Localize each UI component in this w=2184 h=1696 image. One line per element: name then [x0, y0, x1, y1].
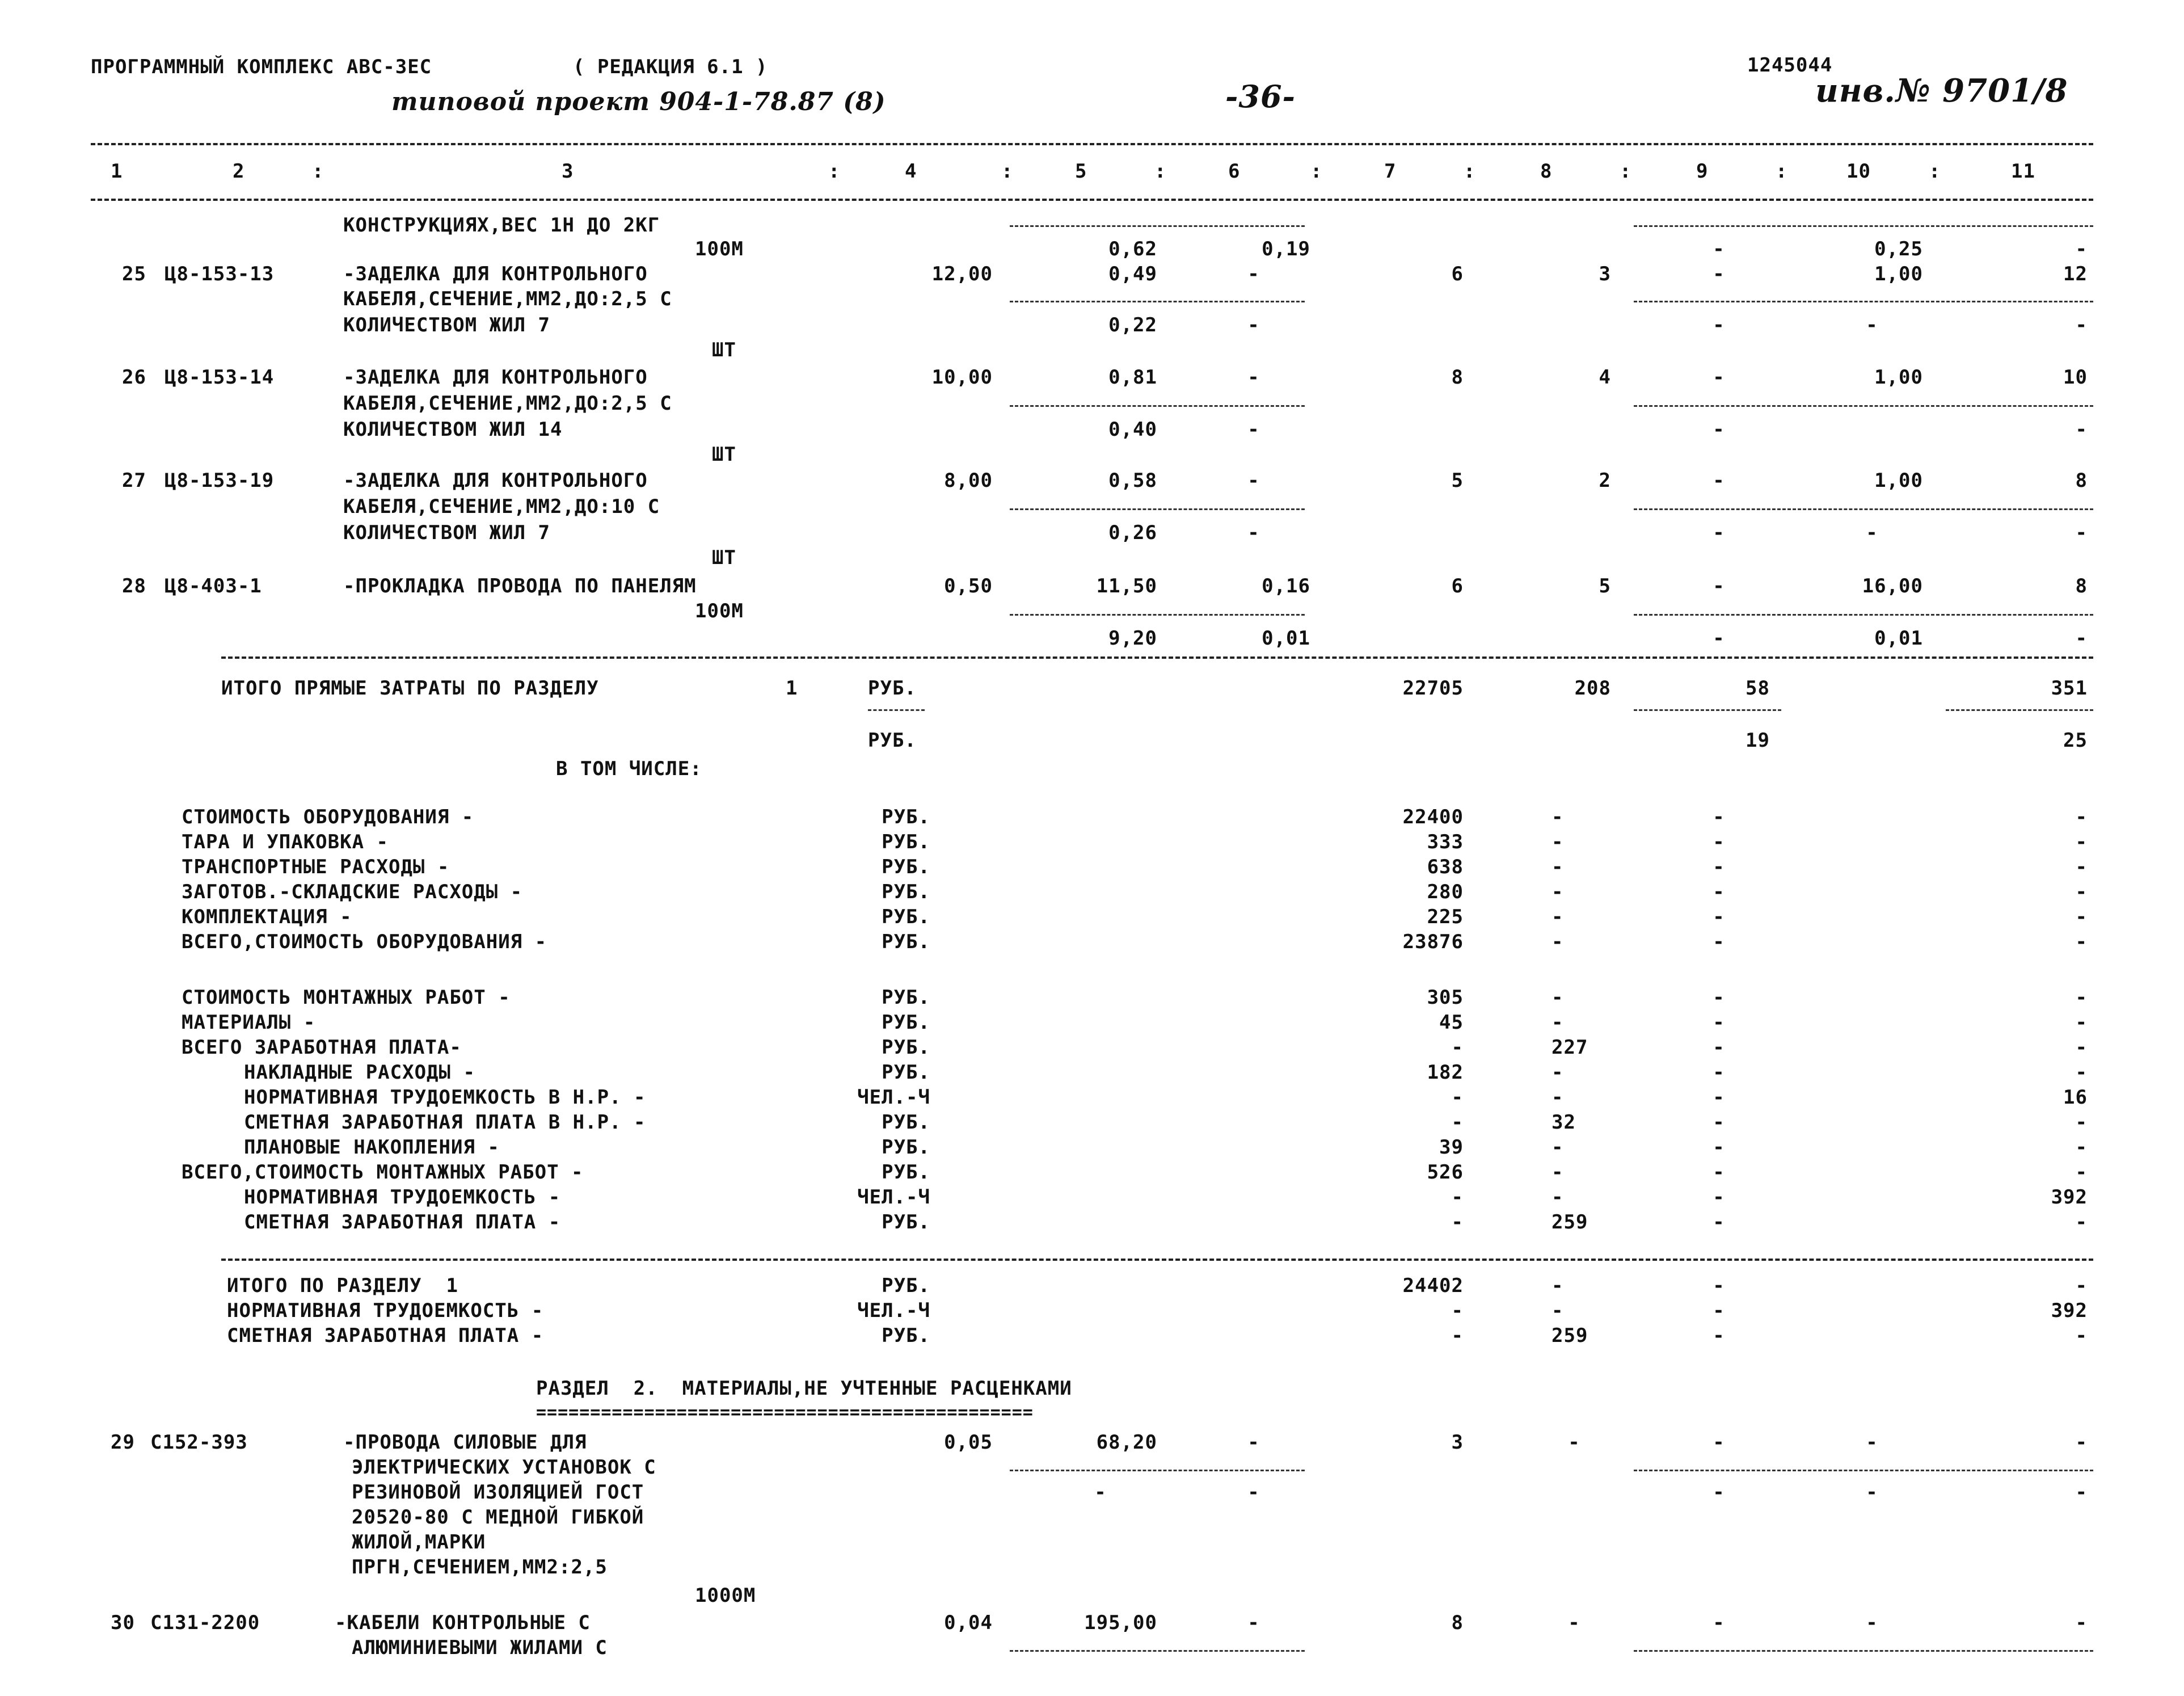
row-description: -ЗАДЕЛКА ДЛЯ КОНТРОЛЬНОГО — [343, 469, 648, 492]
cell-c4: 0,04 — [944, 1611, 993, 1634]
cell-c11: - — [2075, 1136, 2088, 1159]
summary-unit: РУБ. — [882, 1324, 930, 1347]
summary-label: НОРМАТИВНАЯ ТРУДОЕМКОСТЬ - — [227, 1299, 544, 1322]
cell-c9: - — [1713, 1211, 1725, 1234]
page-number: -36- — [1225, 78, 1296, 115]
section-rule — [221, 656, 2093, 659]
col-sep: : — [1776, 160, 1788, 183]
summary-label: ВСЕГО,СТОИМОСТЬ МОНТАЖНЫХ РАБОТ - — [182, 1161, 584, 1184]
summary-unit: ЧЕЛ.-Ч — [857, 1086, 930, 1109]
cell-c7: 638 — [1427, 856, 1464, 878]
cell-c10: - — [1866, 1481, 1878, 1504]
summary-unit: РУБ. — [882, 986, 930, 1009]
cell-c11: - — [2075, 627, 2088, 650]
cell-c10: - — [1866, 1611, 1878, 1634]
cell-c11: - — [2075, 986, 2088, 1009]
cell-c7: - — [1451, 1086, 1464, 1109]
summary-label: ЗАГОТОВ.-СКЛАДСКИЕ РАСХОДЫ - — [182, 881, 523, 903]
row-description: -ЗАДЕЛКА ДЛЯ КОНТРОЛЬНОГО — [343, 366, 648, 389]
row-description: ЭЛЕКТРИЧЕСКИХ УСТАНОВОК С — [352, 1456, 656, 1479]
col-2: 2 — [233, 160, 245, 183]
document-code: 1245044 — [1747, 54, 1833, 77]
cell-c5: 195,00 — [1084, 1611, 1157, 1634]
cell-c9: - — [1713, 831, 1725, 853]
cell-c11: 12 — [2063, 263, 2088, 285]
col-8: 8 — [1540, 160, 1553, 183]
cell-c7: 305 — [1427, 986, 1464, 1009]
cell-c4: 12,00 — [931, 263, 993, 285]
cell-c8: - — [1551, 1011, 1564, 1034]
cell-c7: 8 — [1451, 1611, 1464, 1634]
row-unit: 100М — [695, 600, 744, 622]
col-10: 10 — [1846, 160, 1871, 183]
cell-c6: - — [1247, 469, 1260, 492]
cell-c8: - — [1551, 1136, 1564, 1159]
cell-c11: 8 — [2075, 469, 2088, 492]
summary-label: ТРАНСПОРТНЫЕ РАСХОДЫ - — [182, 856, 450, 878]
cell-c6: 0,01 — [1262, 627, 1310, 650]
cell-c9: - — [1713, 418, 1725, 441]
cell-c7: 280 — [1427, 881, 1464, 903]
cell-c9: 58 — [1745, 677, 1770, 700]
row-description: КОНСТРУКЦИЯХ,ВЕС 1Н ДО 2КГ — [343, 214, 660, 237]
summary-label: СТОИМОСТЬ ОБОРУДОВАНИЯ - — [182, 806, 474, 828]
col-5: 5 — [1075, 160, 1087, 183]
row-description: -ЗАДЕЛКА ДЛЯ КОНТРОЛЬНОГО — [343, 263, 648, 285]
summary-unit: РУБ. — [882, 831, 930, 853]
col-sep: : — [1310, 160, 1323, 183]
cell-c11: - — [2075, 1611, 2088, 1634]
cell-c9: - — [1713, 1274, 1725, 1297]
cell-c11: - — [2075, 1324, 2088, 1347]
cell-c9: - — [1713, 1299, 1725, 1322]
summary-label: СТОИМОСТЬ МОНТАЖНЫХ РАБОТ - — [182, 986, 511, 1009]
cell-c9: - — [1713, 314, 1725, 336]
row-divider — [1010, 508, 1305, 510]
cell-c5: 0,40 — [1108, 418, 1157, 441]
cell-c7: 333 — [1427, 831, 1464, 853]
cell-c8: 2 — [1599, 469, 1611, 492]
cell-c10: 1,00 — [1874, 366, 1923, 389]
row-number: 28 — [122, 575, 146, 597]
cell-c9: - — [1713, 1136, 1725, 1159]
cell-c10: - — [1866, 521, 1878, 544]
col-1: 1 — [111, 160, 123, 183]
cell-c10: 16,00 — [1862, 575, 1923, 597]
cell-c8: 208 — [1574, 677, 1611, 700]
total-unit: РУБ. — [868, 729, 917, 752]
col-11: 11 — [2011, 160, 2035, 183]
row-description: -ПРОКЛАДКА ПРОВОДА ПО ПАНЕЛЯМ — [343, 575, 697, 597]
cell-c5: 0,26 — [1108, 521, 1157, 544]
row-description: ПРГН,СЕЧЕНИЕМ,ММ2:2,5 — [352, 1556, 608, 1579]
total-section-number: 1 — [786, 677, 798, 700]
cell-c9: - — [1713, 1481, 1725, 1504]
row-code: С131-2200 — [150, 1611, 260, 1634]
summary-label: ТАРА И УПАКОВКА - — [182, 831, 389, 853]
row-divider — [1634, 225, 2093, 227]
cell-c7: 182 — [1427, 1061, 1464, 1084]
cell-c11: - — [2075, 806, 2088, 828]
col-4: 4 — [905, 160, 917, 183]
cell-c11: - — [2075, 1111, 2088, 1134]
cell-c7: 8 — [1451, 366, 1464, 389]
row-divider — [1010, 614, 1305, 616]
cell-c9: - — [1713, 1036, 1725, 1059]
cell-c8: - — [1551, 856, 1564, 878]
cell-c5: - — [1094, 1481, 1107, 1504]
cell-c6: - — [1247, 366, 1260, 389]
cell-c7: 526 — [1427, 1161, 1464, 1184]
summary-label: МАТЕРИАЛЫ - — [182, 1011, 316, 1034]
total-unit: РУБ. — [868, 677, 917, 700]
cell-c4: 0,05 — [944, 1431, 993, 1454]
row-unit: ШТ — [712, 546, 736, 569]
cell-c6: - — [1247, 1431, 1260, 1454]
col-sep: : — [828, 160, 841, 183]
cell-c9: - — [1713, 1161, 1725, 1184]
row-divider — [1634, 1470, 2093, 1471]
cell-c9: - — [1713, 1186, 1725, 1209]
cell-c9: - — [1713, 906, 1725, 928]
cell-c7: 6 — [1451, 575, 1464, 597]
cell-c8: 259 — [1551, 1324, 1588, 1347]
row-description: КАБЕЛЯ,СЕЧЕНИЕ,ММ2,ДО:10 С — [343, 495, 660, 518]
cell-c8: - — [1551, 831, 1564, 853]
cell-c11: - — [2075, 314, 2088, 336]
cell-c6: 0,19 — [1262, 238, 1310, 260]
total-label: ИТОГО ПРЯМЫЕ ЗАТРАТЫ ПО РАЗДЕЛУ — [221, 677, 599, 700]
row-divider — [1010, 301, 1305, 302]
cell-c8: - — [1568, 1611, 1580, 1634]
summary-label: СМЕТНАЯ ЗАРАБОТНАЯ ПЛАТА - — [227, 1324, 544, 1347]
cell-c4: 0,50 — [944, 575, 993, 597]
row-divider — [1010, 1650, 1305, 1652]
summary-unit: РУБ. — [882, 856, 930, 878]
cell-c9: - — [1713, 366, 1725, 389]
cell-c10: 0,25 — [1874, 238, 1923, 260]
row-divider — [1010, 405, 1305, 407]
row-number: 29 — [111, 1431, 135, 1454]
cell-c6: - — [1247, 1481, 1260, 1504]
row-number: 26 — [122, 366, 146, 389]
cell-c8: - — [1551, 1161, 1564, 1184]
row-unit: 1000М — [695, 1584, 756, 1607]
cell-c11: - — [2075, 856, 2088, 878]
cell-c6: - — [1247, 521, 1260, 544]
row-description: АЛЮМИНИЕВЫМИ ЖИЛАМИ С — [352, 1636, 608, 1659]
cell-c9: - — [1713, 238, 1725, 260]
row-number: 30 — [111, 1611, 135, 1634]
cell-c11: 10 — [2063, 366, 2088, 389]
cell-c11: - — [2075, 1481, 2088, 1504]
cell-c11: - — [2075, 521, 2088, 544]
col-3: 3 — [562, 160, 574, 183]
summary-label: ИТОГО ПО РАЗДЕЛУ 1 — [227, 1274, 458, 1297]
cell-c11: 8 — [2075, 575, 2088, 597]
cell-c7: - — [1451, 1186, 1464, 1209]
header-rule-bottom — [91, 199, 2093, 201]
summary-label: СМЕТНАЯ ЗАРАБОТНАЯ ПЛАТА В Н.Р. - — [244, 1111, 646, 1134]
cell-c11: - — [2075, 1036, 2088, 1059]
col-sep: : — [312, 160, 324, 183]
cell-c6: - — [1247, 1611, 1260, 1634]
cell-c7: 225 — [1427, 906, 1464, 928]
cell-c11: - — [2075, 1011, 2088, 1034]
cell-c8: 259 — [1551, 1211, 1588, 1234]
row-code: Ц8-153-13 — [165, 263, 275, 285]
col-sep: : — [1154, 160, 1167, 183]
summary-unit: РУБ. — [882, 1161, 930, 1184]
cell-c9: - — [1713, 806, 1725, 828]
edition-label: ( РЕДАКЦИЯ 6.1 ) — [573, 56, 768, 78]
cell-c9: - — [1713, 986, 1725, 1009]
cell-c5: 0,49 — [1108, 263, 1157, 285]
cell-c10: - — [1866, 314, 1878, 336]
including-heading: В ТОМ ЧИСЛЕ: — [556, 757, 702, 780]
summary-unit: ЧЕЛ.-Ч — [857, 1186, 930, 1209]
cell-c5: 0,22 — [1108, 314, 1157, 336]
cell-c8: 3 — [1599, 263, 1611, 285]
cell-c7: 3 — [1451, 1431, 1464, 1454]
summary-label: ПЛАНОВЫЕ НАКОПЛЕНИЯ - — [244, 1136, 500, 1159]
cell-c8: - — [1551, 806, 1564, 828]
cell-c7: - — [1451, 1299, 1464, 1322]
row-unit: 100М — [695, 238, 744, 260]
col-sep: : — [1929, 160, 1941, 183]
summary-unit: РУБ. — [882, 1011, 930, 1034]
cell-c9: - — [1713, 1111, 1725, 1134]
cell-c7: 22400 — [1402, 806, 1464, 828]
cell-c5: 0,58 — [1108, 469, 1157, 492]
cell-c11: - — [2075, 238, 2088, 260]
cell-c9: - — [1713, 627, 1725, 650]
cell-c7: 6 — [1451, 263, 1464, 285]
summary-unit: РУБ. — [882, 1136, 930, 1159]
cell-c11: 16 — [2063, 1086, 2088, 1109]
cell-c11: 25 — [2063, 729, 2088, 752]
cell-c8: 5 — [1599, 575, 1611, 597]
cell-c8: - — [1551, 1086, 1564, 1109]
summary-label: ВСЕГО,СТОИМОСТЬ ОБОРУДОВАНИЯ - — [182, 931, 547, 953]
cell-c7: 22705 — [1402, 677, 1464, 700]
header-rule-top — [91, 143, 2093, 145]
cell-c9: - — [1713, 931, 1725, 953]
cell-c11: - — [2075, 831, 2088, 853]
program-title: ПРОГРАММНЫЙ КОМПЛЕКС АВС-ЗЕС — [91, 56, 432, 78]
row-divider — [1634, 614, 2093, 616]
row-divider — [1946, 709, 2093, 711]
summary-unit: РУБ. — [882, 1036, 930, 1059]
section-2-underline: ============================================== — [536, 1403, 1034, 1423]
summary-label: ВСЕГО ЗАРАБОТНАЯ ПЛАТА- — [182, 1036, 462, 1059]
summary-unit: РУБ. — [882, 906, 930, 928]
row-number: 27 — [122, 469, 146, 492]
summary-unit: РУБ. — [882, 931, 930, 953]
col-7: 7 — [1384, 160, 1397, 183]
section-2-title: РАЗДЕЛ 2. МАТЕРИАЛЫ,НЕ УЧТЕННЫЕ РАСЦЕНКАМИ — [536, 1377, 1072, 1400]
cell-c11: - — [2075, 418, 2088, 441]
cell-c9: - — [1713, 1061, 1725, 1084]
cell-c11: - — [2075, 1061, 2088, 1084]
summary-label: НАКЛАДНЫЕ РАСХОДЫ - — [244, 1061, 475, 1084]
cell-c11: - — [2075, 931, 2088, 953]
cell-c5: 0,62 — [1108, 238, 1157, 260]
summary-label: НОРМАТИВНАЯ ТРУДОЕМКОСТЬ - — [244, 1186, 561, 1209]
col-6: 6 — [1228, 160, 1241, 183]
cell-c11: - — [2075, 1211, 2088, 1234]
summary-label: НОРМАТИВНАЯ ТРУДОЕМКОСТЬ В Н.Р. - — [244, 1086, 646, 1109]
row-divider — [1634, 508, 2093, 510]
row-divider — [1010, 225, 1305, 227]
cell-c8: - — [1551, 1274, 1564, 1297]
row-description: 20520-80 С МЕДНОЙ ГИБКОЙ — [352, 1506, 644, 1529]
summary-label: КОМПЛЕКТАЦИЯ - — [182, 906, 352, 928]
col-sep: : — [1001, 160, 1014, 183]
row-divider — [1010, 1470, 1305, 1471]
cell-c6: - — [1247, 418, 1260, 441]
cell-c11: - — [2075, 881, 2088, 903]
row-divider — [1634, 301, 2093, 302]
cell-c8: 4 — [1599, 366, 1611, 389]
cell-c5: 68,20 — [1096, 1431, 1157, 1454]
row-description: КОЛИЧЕСТВОМ ЖИЛ 7 — [343, 521, 550, 544]
cell-c11: 392 — [2051, 1186, 2088, 1209]
summary-unit: РУБ. — [882, 1211, 930, 1234]
row-unit: ШТ — [712, 443, 736, 466]
row-description: ЖИЛОЙ,МАРКИ — [352, 1531, 486, 1554]
cell-c11: - — [2075, 1161, 2088, 1184]
cell-c9: - — [1713, 575, 1725, 597]
cell-c9: - — [1713, 469, 1725, 492]
cell-c9: - — [1713, 1431, 1725, 1454]
cell-c5: 11,50 — [1096, 575, 1157, 597]
cell-c5: 0,81 — [1108, 366, 1157, 389]
cell-c9: - — [1713, 1611, 1725, 1634]
row-description: РЕЗИНОВОЙ ИЗОЛЯЦИЕЙ ГОСТ — [352, 1481, 644, 1504]
cell-c4: 8,00 — [944, 469, 993, 492]
col-sep: : — [1620, 160, 1632, 183]
cell-c8: - — [1551, 881, 1564, 903]
row-description: КАБЕЛЯ,СЕЧЕНИЕ,ММ2,ДО:2,5 С — [343, 288, 672, 310]
cell-c8: - — [1568, 1431, 1580, 1454]
row-description: КАБЕЛЯ,СЕЧЕНИЕ,ММ2,ДО:2,5 С — [343, 392, 672, 415]
cell-c9: 19 — [1745, 729, 1770, 752]
row-divider — [1634, 405, 2093, 407]
cell-c11: - — [2075, 1274, 2088, 1297]
cell-c7: - — [1451, 1324, 1464, 1347]
cell-c7: - — [1451, 1211, 1464, 1234]
project-label: типовой проект 904-1-78.87 (8) — [391, 87, 886, 116]
row-code: Ц8-153-19 — [165, 469, 275, 492]
cell-c8: - — [1551, 906, 1564, 928]
summary-unit: РУБ. — [882, 806, 930, 828]
summary-unit: РУБ. — [882, 1111, 930, 1134]
cell-c11: 392 — [2051, 1299, 2088, 1322]
summary-unit: РУБ. — [882, 1274, 930, 1297]
cell-c8: 32 — [1551, 1111, 1576, 1134]
cell-c8: - — [1551, 931, 1564, 953]
cell-c8: 227 — [1551, 1036, 1588, 1059]
cell-c7: 39 — [1439, 1136, 1464, 1159]
cell-c11: - — [2075, 1431, 2088, 1454]
row-code: Ц8-403-1 — [165, 575, 262, 597]
cell-c9: - — [1713, 1086, 1725, 1109]
cell-c9: - — [1713, 521, 1725, 544]
row-unit: ШТ — [712, 339, 736, 361]
inventory-number: инв.№ 9701/8 — [1815, 72, 2068, 110]
cell-c11: - — [2075, 906, 2088, 928]
cell-c6: - — [1247, 263, 1260, 285]
cell-c6: 0,16 — [1262, 575, 1310, 597]
cell-c10: - — [1866, 1431, 1878, 1454]
col-9: 9 — [1696, 160, 1709, 183]
cell-c8: - — [1551, 1299, 1564, 1322]
summary-label: СМЕТНАЯ ЗАРАБОТНАЯ ПЛАТА - — [244, 1211, 561, 1234]
cell-c11: 351 — [2051, 677, 2088, 700]
cell-c9: - — [1713, 263, 1725, 285]
cell-c10: 0,01 — [1874, 627, 1923, 650]
summary-rule — [221, 1259, 2093, 1261]
cell-c8: - — [1551, 1061, 1564, 1084]
row-number: 25 — [122, 263, 146, 285]
summary-unit: РУБ. — [882, 1061, 930, 1084]
row-divider — [1634, 1650, 2093, 1652]
summary-unit: ЧЕЛ.-Ч — [857, 1299, 930, 1322]
cell-c9: - — [1713, 1011, 1725, 1034]
row-divider — [1634, 709, 1781, 711]
cell-c9: - — [1713, 1324, 1725, 1347]
cell-c4: 10,00 — [931, 366, 993, 389]
cell-c7: 5 — [1451, 469, 1464, 492]
summary-unit: РУБ. — [882, 881, 930, 903]
cell-c7: - — [1451, 1111, 1464, 1134]
cell-c10: 1,00 — [1874, 469, 1923, 492]
cell-c8: - — [1551, 986, 1564, 1009]
cell-c6: - — [1247, 314, 1260, 336]
row-code: Ц8-153-14 — [165, 366, 275, 389]
cell-c10: 1,00 — [1874, 263, 1923, 285]
cell-c8: - — [1551, 1186, 1564, 1209]
cell-c7: 23876 — [1402, 931, 1464, 953]
cell-c7: - — [1451, 1036, 1464, 1059]
row-code: С152-393 — [150, 1431, 248, 1454]
row-description: -КАБЕЛИ КОНТРОЛЬНЫЕ С — [335, 1611, 591, 1634]
row-description: КОЛИЧЕСТВОМ ЖИЛ 7 — [343, 314, 550, 336]
cell-c9: - — [1713, 881, 1725, 903]
cell-c7: 45 — [1439, 1011, 1464, 1034]
cell-c9: - — [1713, 856, 1725, 878]
unit-divider — [868, 709, 925, 711]
row-description: -ПРОВОДА СИЛОВЫЕ ДЛЯ — [343, 1431, 587, 1454]
cell-c7: 24402 — [1402, 1274, 1464, 1297]
cell-c5: 9,20 — [1108, 627, 1157, 650]
row-description: КОЛИЧЕСТВОМ ЖИЛ 14 — [343, 418, 563, 441]
col-sep: : — [1464, 160, 1476, 183]
